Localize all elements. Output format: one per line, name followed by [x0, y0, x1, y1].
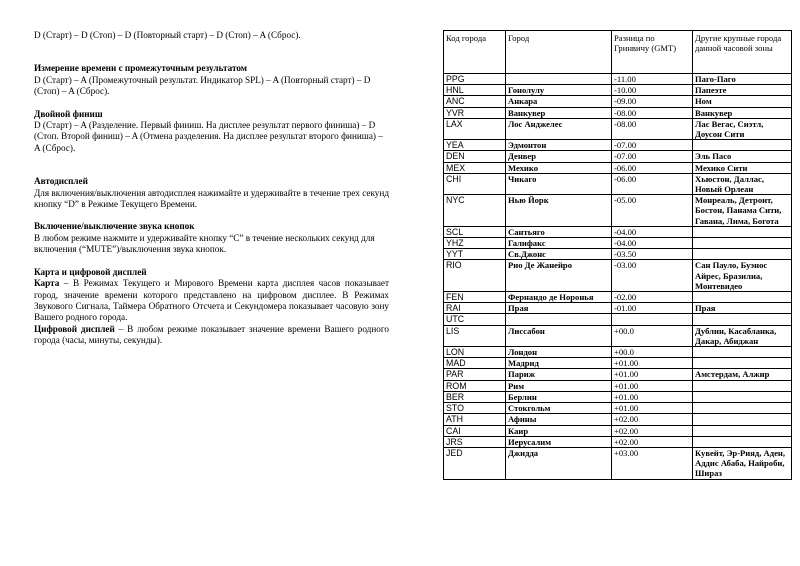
- cell-other: [693, 425, 792, 436]
- cell-city: Рио Де Жанейро: [506, 260, 612, 292]
- table-row: [444, 249, 792, 260]
- double-finish-heading: Двойной финиш: [34, 108, 103, 119]
- cell-gmt: -03.50: [612, 249, 693, 260]
- table-header-row: [444, 31, 792, 74]
- cell-city: Гонолулу: [506, 85, 612, 96]
- cell-code: JED: [444, 447, 506, 479]
- table-row: [444, 436, 792, 447]
- header-gmt: Разница по Гринвичу (GMT): [612, 31, 693, 74]
- table-row: [444, 96, 792, 107]
- cell-city: Париж: [506, 369, 612, 380]
- cell-city: Мехико: [506, 162, 612, 173]
- autodisplay-heading: Автодисплей: [34, 176, 88, 187]
- cell-gmt: -01.00: [612, 303, 693, 314]
- cell-other: Прая: [693, 303, 792, 314]
- cell-other: Ном: [693, 96, 792, 107]
- cell-code: LAX: [444, 118, 506, 139]
- cell-city: Каир: [506, 425, 612, 436]
- cell-other: Паго-Паго: [693, 74, 792, 85]
- cell-code: STO: [444, 403, 506, 414]
- cell-other: [693, 391, 792, 402]
- table-row: [444, 74, 792, 85]
- cell-other: Хьюстон, Даллас, Новый Орлеан: [693, 173, 792, 194]
- table-row: [444, 314, 792, 325]
- cell-city: Иерусалим: [506, 436, 612, 447]
- cell-other: Сан Пауло, Буэнос Айрес, Бразилиа, Монтевидео: [693, 260, 792, 292]
- cell-city: Лиссабон: [506, 325, 612, 346]
- cell-code: ROM: [444, 380, 506, 391]
- cell-code: MEX: [444, 162, 506, 173]
- cell-other: [693, 414, 792, 425]
- cell-city: [506, 314, 612, 325]
- time-zone-table: [443, 30, 792, 480]
- cell-other: [693, 140, 792, 151]
- cell-gmt: -04.00: [612, 226, 693, 237]
- map-paragraph: [34, 278, 389, 324]
- cell-city: Нью Йорк: [506, 195, 612, 227]
- cell-gmt: -07.00: [612, 140, 693, 151]
- table-row: [444, 85, 792, 96]
- cell-other: Эль Пасо: [693, 151, 792, 162]
- cell-code: LIS: [444, 325, 506, 346]
- cell-gmt: +00.0: [612, 325, 693, 346]
- cell-other: Лас Вегас, Сиэтл, Доусон Сити: [693, 118, 792, 139]
- digital-text: – В любом режиме показывает значение времени Вашего родного города (часы, минуты, секунды).: [34, 323, 389, 346]
- cell-other: Амстердам, Алжир: [693, 369, 792, 380]
- cell-code: PAR: [444, 369, 506, 380]
- cell-city: Стокгольм: [506, 403, 612, 414]
- table-row: [444, 358, 792, 369]
- cell-city: Лос Анджелес: [506, 118, 612, 139]
- cell-city: Денвер: [506, 151, 612, 162]
- cell-gmt: +01.00: [612, 391, 693, 402]
- cell-gmt: +01.00: [612, 369, 693, 380]
- cell-city: Фернандо де Норонья: [506, 292, 612, 303]
- cell-gmt: [612, 314, 693, 325]
- cell-city: [506, 74, 612, 85]
- left-column: [34, 30, 389, 347]
- cell-gmt: -02.00: [612, 292, 693, 303]
- cell-other: [693, 358, 792, 369]
- cell-city: Мадрид: [506, 358, 612, 369]
- button-sound-heading: Включение/выключение звука кнопок: [34, 221, 195, 232]
- cell-code: YHZ: [444, 238, 506, 249]
- table-row: [444, 195, 792, 227]
- table-body: [444, 74, 792, 480]
- cell-gmt: -08.00: [612, 118, 693, 139]
- cell-code: LON: [444, 347, 506, 358]
- double-finish-text: D (Старт) – A (Разделение. Первый финиш. На дисплее результат первого финиша) – D (Стоп. Второй финиш) – A (Отмена разделения. На дисплее результат второго финиша) – A (Сброс).: [34, 120, 383, 153]
- table-row: [444, 347, 792, 358]
- split-time-text: D (Старт) – A (Промежуточный результат. Индикатор SPL) – A (Повторный старт) – D (Стоп) – A (Сброс).: [34, 74, 371, 97]
- cell-code: ANC: [444, 96, 506, 107]
- cell-code: DEN: [444, 151, 506, 162]
- table-row: [444, 260, 792, 292]
- cell-gmt: +01.00: [612, 358, 693, 369]
- cell-other: [693, 347, 792, 358]
- cell-gmt: -03.00: [612, 260, 693, 292]
- cell-city: Св.Джонс: [506, 249, 612, 260]
- sequence-line: D (Старт) – D (Стоп) – D (Повторный старт) – D (Стоп) – A (Сброс).: [34, 30, 301, 40]
- cell-code: ATH: [444, 414, 506, 425]
- map-digital-heading: Карта и цифровой дисплей: [34, 266, 147, 277]
- cell-gmt: -06.00: [612, 162, 693, 173]
- table-row: [444, 303, 792, 314]
- cell-city: Анкара: [506, 96, 612, 107]
- table-row: [444, 292, 792, 303]
- cell-code: CHI: [444, 173, 506, 194]
- cell-city: Ванкувер: [506, 107, 612, 118]
- cell-code: JRS: [444, 436, 506, 447]
- table-row: [444, 118, 792, 139]
- cell-gmt: +01.00: [612, 380, 693, 391]
- cell-city: Галифакс: [506, 238, 612, 249]
- cell-code: YEA: [444, 140, 506, 151]
- map-text: – В Режимах Текущего и Мирового Времени карта дисплея часов показывает город, значение времени которого представлено на цифровом дисплее. В Режимах Звукового Сигнала, Таймера Обратного Отсчета и Секундомера показывает часовую зону Вашего родного города.: [34, 278, 389, 323]
- cell-gmt: -11.00: [612, 74, 693, 85]
- cell-code: FEN: [444, 292, 506, 303]
- table-row: [444, 380, 792, 391]
- header-code: Код города: [444, 31, 506, 74]
- cell-code: UTC: [444, 314, 506, 325]
- cell-gmt: -08.00: [612, 107, 693, 118]
- cell-other: Кувейт, Эр-Рияд, Аден, Аддис Абаба, Найроби, Шираз: [693, 447, 792, 479]
- cell-city: Чикаго: [506, 173, 612, 194]
- cell-other: [693, 249, 792, 260]
- cell-gmt: +02.00: [612, 414, 693, 425]
- cell-code: NYC: [444, 195, 506, 227]
- cell-gmt: -07.00: [612, 151, 693, 162]
- table-row: [444, 226, 792, 237]
- map-label: Карта: [34, 278, 60, 289]
- cell-code: YYT: [444, 249, 506, 260]
- cell-code: SCL: [444, 226, 506, 237]
- cell-gmt: +03.00: [612, 447, 693, 479]
- cell-other: Ванкувер: [693, 107, 792, 118]
- header-city: Город: [506, 31, 612, 74]
- cell-other: [693, 436, 792, 447]
- cell-code: RAI: [444, 303, 506, 314]
- cell-gmt: -10.00: [612, 85, 693, 96]
- table-row: [444, 369, 792, 380]
- header-other-cities: Другие крупные города данной часовой зоны: [693, 31, 792, 74]
- cell-city: Джидда: [506, 447, 612, 479]
- digital-paragraph: [34, 324, 389, 347]
- cell-code: MAD: [444, 358, 506, 369]
- cell-gmt: -05.00: [612, 195, 693, 227]
- cell-gmt: -06.00: [612, 173, 693, 194]
- cell-city: Афины: [506, 414, 612, 425]
- cell-code: YVR: [444, 107, 506, 118]
- table-row: [444, 238, 792, 249]
- cell-gmt: +01.00: [612, 403, 693, 414]
- cell-city: Прая: [506, 303, 612, 314]
- table-row: [444, 107, 792, 118]
- cell-code: PPG: [444, 74, 506, 85]
- cell-code: CAI: [444, 425, 506, 436]
- table-row: [444, 391, 792, 402]
- cell-city: Лондон: [506, 347, 612, 358]
- cell-city: Эдмонтон: [506, 140, 612, 151]
- button-sound-text: В любом режиме нажмите и удерживайте кнопку “C” в течение нескольких секунд для включения (“MUTE”)/выключения звука кнопок.: [34, 232, 375, 255]
- cell-gmt: +02.00: [612, 425, 693, 436]
- table-row: [444, 173, 792, 194]
- cell-other: [693, 292, 792, 303]
- table-row: [444, 151, 792, 162]
- cell-city: Рим: [506, 380, 612, 391]
- cell-other: [693, 226, 792, 237]
- cell-other: [693, 238, 792, 249]
- cell-city: Сантьяго: [506, 226, 612, 237]
- cell-code: HNL: [444, 85, 506, 96]
- cell-code: BER: [444, 391, 506, 402]
- table-row: [444, 140, 792, 151]
- cell-gmt: -04.00: [612, 238, 693, 249]
- cell-gmt: +02.00: [612, 436, 693, 447]
- digital-label: Цифровой дисплей: [34, 323, 115, 334]
- cell-other: [693, 403, 792, 414]
- table-row: [444, 403, 792, 414]
- table-row: [444, 447, 792, 479]
- cell-gmt: -09.00: [612, 96, 693, 107]
- table-row: [444, 325, 792, 346]
- table-row: [444, 162, 792, 173]
- cell-other: Мехико Сити: [693, 162, 792, 173]
- table-row: [444, 414, 792, 425]
- cell-other: [693, 314, 792, 325]
- autodisplay-text: Для включения/выключения автодисплея нажимайте и удерживайте в течение трех секунд кнопку “D” в Режиме Текущего Времени.: [34, 187, 389, 210]
- cell-other: Дублин, Касабланка, Дакар, Абиджан: [693, 325, 792, 346]
- cell-other: [693, 380, 792, 391]
- split-time-heading: Измерение времени с промежуточным результатом: [34, 63, 248, 74]
- cell-gmt: +00.0: [612, 347, 693, 358]
- cell-other: Папеэте: [693, 85, 792, 96]
- cell-other: Монреаль, Детроит, Бостон, Панама Сити, Гавана, Лима, Богота: [693, 195, 792, 227]
- cell-city: Берлин: [506, 391, 612, 402]
- table-row: [444, 425, 792, 436]
- cell-code: RIO: [444, 260, 506, 292]
